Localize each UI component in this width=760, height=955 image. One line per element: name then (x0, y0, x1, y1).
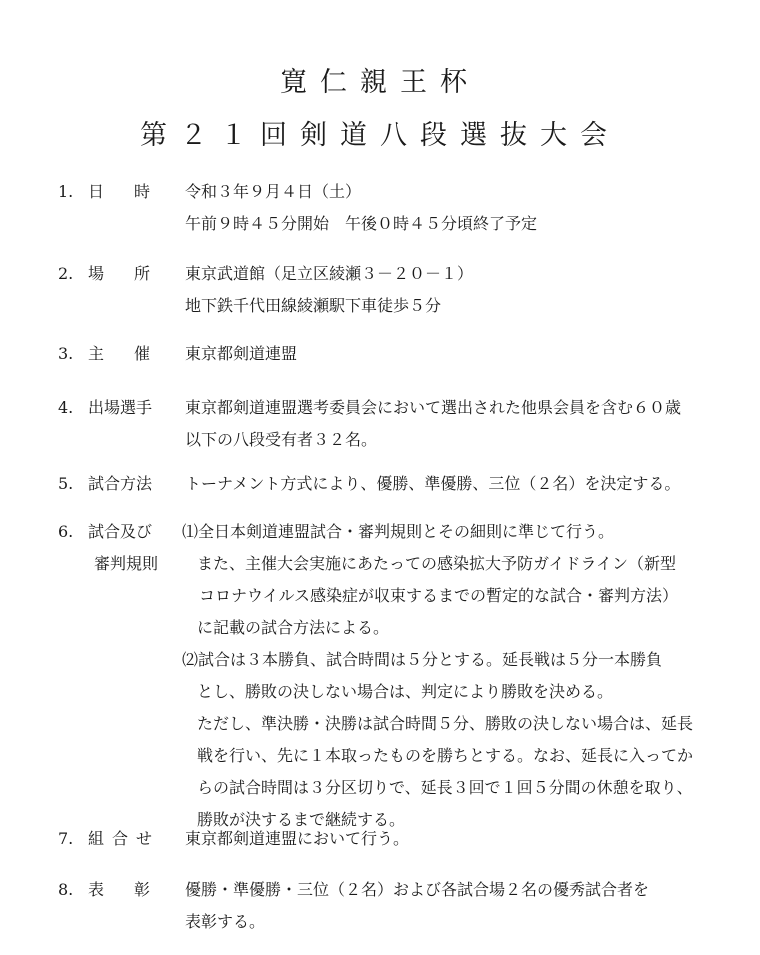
section-label-char: せ (135, 829, 152, 848)
section-label-line: 審判規則 (94, 554, 159, 573)
section-number: 2. (58, 264, 74, 283)
content-line: 東京都剣道連盟において行う。 (185, 829, 410, 848)
content-line: 東京都剣道連盟選考委員会において選出された他県会員を含む６０歳 (185, 398, 682, 417)
section-number: 1. (58, 182, 74, 201)
section-number: 6. (58, 522, 74, 541)
content-line: ⑴全日本剣道連盟試合・審判規則とその細則に準じて行う。 (182, 522, 615, 541)
section-label (88, 338, 168, 370)
section-label (88, 176, 168, 208)
section-label (88, 823, 168, 855)
section-label (88, 516, 168, 580)
section-label-char: 所 (133, 264, 150, 283)
section-label-line: 試合及び (88, 522, 153, 541)
content-line: トーナメント方式により、優勝、準優勝、三位（２名）を決定する。 (185, 474, 681, 493)
content-line: 午前９時４５分開始 午後０時４５分頃終了予定 (185, 214, 538, 233)
content-line: 優勝・準優勝・三位（２名）および各試合場２名の優秀試合者を (185, 880, 650, 899)
content-line: 以下の八段受有者３２名。 (185, 430, 378, 449)
section-label-char: 日 (88, 182, 105, 201)
document-title-line-2: 第２１回剣道八段選抜大会 (140, 120, 620, 151)
content-line: 令和３年９月４日（土） (185, 182, 362, 201)
content-line: 地下鉄千代田線綾瀬駅下車徒歩５分 (185, 296, 442, 315)
section-content (185, 258, 745, 322)
content-line: に記載の試合方法による。 (197, 618, 390, 637)
content-line: らの試合時間は３分区切りで、延長３回で１回５分間の休憩を取り、 (197, 778, 693, 797)
content-line: コロナウイルス感染症が収束するまでの暫定的な試合・審判方法） (199, 586, 679, 605)
content-line: ただし、準決勝・決勝は試合時間５分、勝敗の決しない場合は、延長 (197, 714, 694, 733)
section-label-char: 時 (133, 182, 150, 201)
section-content (185, 338, 745, 370)
section-label-char: 場 (88, 264, 105, 283)
section-label-char: 催 (133, 344, 150, 363)
section-number: 4. (58, 398, 74, 417)
section-content (182, 516, 745, 836)
content-line: 東京都剣道連盟 (185, 344, 298, 363)
section-label (88, 258, 168, 290)
content-line: 表彰する。 (185, 912, 266, 931)
section-label-char: 彰 (133, 880, 150, 899)
section-label: 試合方法 (88, 474, 153, 493)
document-title-line-1: 寛仁親王杯 (280, 67, 480, 98)
section-label-char: 組 (88, 829, 105, 848)
section-content (185, 874, 745, 938)
content-line: ⑵試合は３本勝負、試合時間は５分とする。延長戦は５分一本勝負 (182, 650, 663, 669)
section-content (185, 823, 745, 855)
section-label: 出場選手 (88, 398, 153, 417)
content-line: 東京武道館（足立区綾瀬３－２０－１） (185, 264, 474, 283)
section-content (185, 392, 745, 456)
section-number: 5. (58, 474, 74, 493)
section-content (185, 468, 745, 500)
content-line: とし、勝敗の決しない場合は、判定により勝敗を決める。 (197, 682, 614, 701)
section-content (185, 176, 745, 240)
section-number: 3. (58, 344, 74, 363)
content-line: 戦を行い、先に１本取ったものを勝ちとする。なお、延長に入ってか (197, 746, 694, 765)
content-line: また、主催大会実施にあたっての感染拡大予防ガイドライン（新型 (197, 554, 677, 573)
section-label-char: 合 (111, 829, 128, 848)
section-label (88, 874, 168, 906)
section-label-char: 表 (88, 880, 105, 899)
content-line: 勝敗が決するまで継続する。 (197, 810, 406, 829)
section-number: 7. (58, 829, 74, 848)
section-number: 8. (58, 880, 74, 899)
section-label-char: 主 (88, 344, 105, 363)
